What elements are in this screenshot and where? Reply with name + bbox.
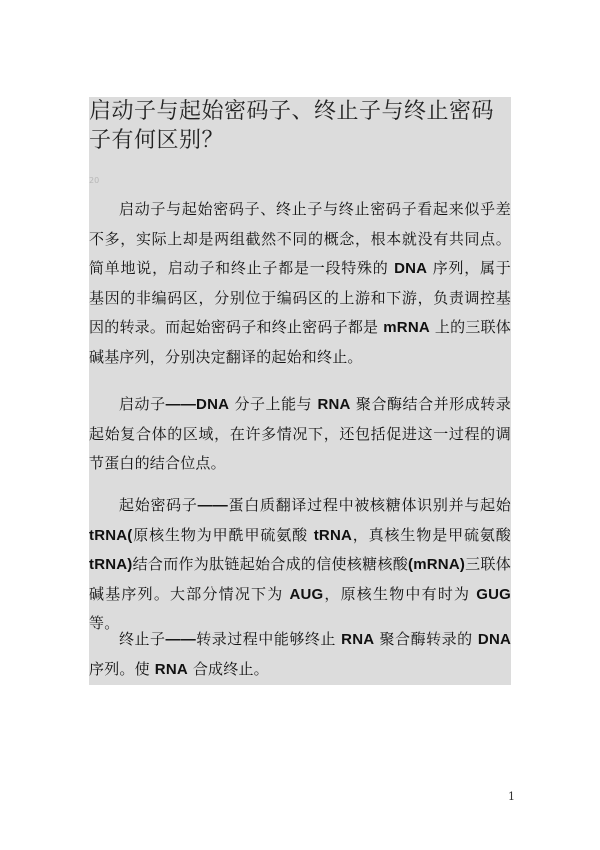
bold-term: ——: [165, 631, 196, 648]
bold-term: RNA: [341, 631, 375, 648]
bold-term: RNA: [154, 660, 188, 678]
paragraph-start-codon: [89, 491, 511, 639]
bold-term: tRNA: [313, 526, 353, 544]
text-run: 合成终止。: [187, 659, 269, 678]
text-run: 转录过程中能够终止: [195, 630, 342, 648]
bold-term: DNA: [477, 631, 512, 648]
text-run: 蛋白质翻译过程中被核糖体识别并与起始: [228, 496, 511, 514]
page-title: 启动子与起始密码子、终止子与终止密码子有何区别？: [89, 99, 495, 153]
paragraph-promoter: [89, 390, 511, 479]
bold-term: mRNA: [383, 319, 430, 336]
text-run: 启动子与起始密码子、终止子与终止密码子看起来似乎差不多，实际上却是两组截然不同的概念，根本就没有共同点。简单地说，启动子和终止子都是一段特殊的: [89, 200, 511, 277]
text-run: 原核生物为甲酰甲硫氨酸: [132, 525, 314, 544]
bold-term: ——DNA: [165, 396, 230, 413]
bold-term: AUG: [289, 585, 324, 603]
paragraph-intro: [89, 195, 511, 372]
bold-term: (mRNA): [408, 556, 466, 573]
text-run: 分子上能与: [229, 395, 318, 413]
page-mark: 20: [89, 176, 100, 185]
text-run: 结合而作为肽链起始合成的信使核糖核酸: [132, 555, 409, 573]
text-run: 等。: [89, 614, 120, 632]
text-run: 聚合酶转录的: [374, 630, 478, 648]
text-run: 三联体碱基序列。大部分情况下为: [89, 555, 511, 603]
bold-term: tRNA): [89, 556, 133, 573]
bold-term: GUG: [476, 585, 511, 603]
text-run: 序列。使: [89, 659, 155, 678]
bold-term: RNA: [317, 396, 351, 413]
text-run: ，真核生物是甲硫氨酸: [352, 525, 511, 544]
text-run: ，原核生物中有时为: [323, 584, 477, 603]
page-number: 1: [508, 790, 515, 803]
bold-term: DNA: [394, 260, 428, 277]
text-run: 序列，属于基因的非编码区，分别位于编码区的上游和下游，负责调控基因的转录。而起始密码子和终止密码子都是: [89, 259, 512, 336]
text-run: 终止子: [119, 630, 166, 648]
paragraph-terminator: [89, 625, 511, 684]
text-run: 上的三联体碱基序列，分别决定翻译的起始和终止。: [89, 318, 511, 366]
bold-term: tRNA(: [89, 526, 133, 544]
bold-term: ——: [197, 497, 229, 514]
text-run: 聚合酶结合并形成转录起始复合体的区域，在许多情况下，还包括促进这一过程的调节蛋白的结合位点。: [89, 395, 511, 472]
text-run: 起始密码子: [119, 496, 198, 514]
text-run: 启动子: [119, 395, 166, 413]
